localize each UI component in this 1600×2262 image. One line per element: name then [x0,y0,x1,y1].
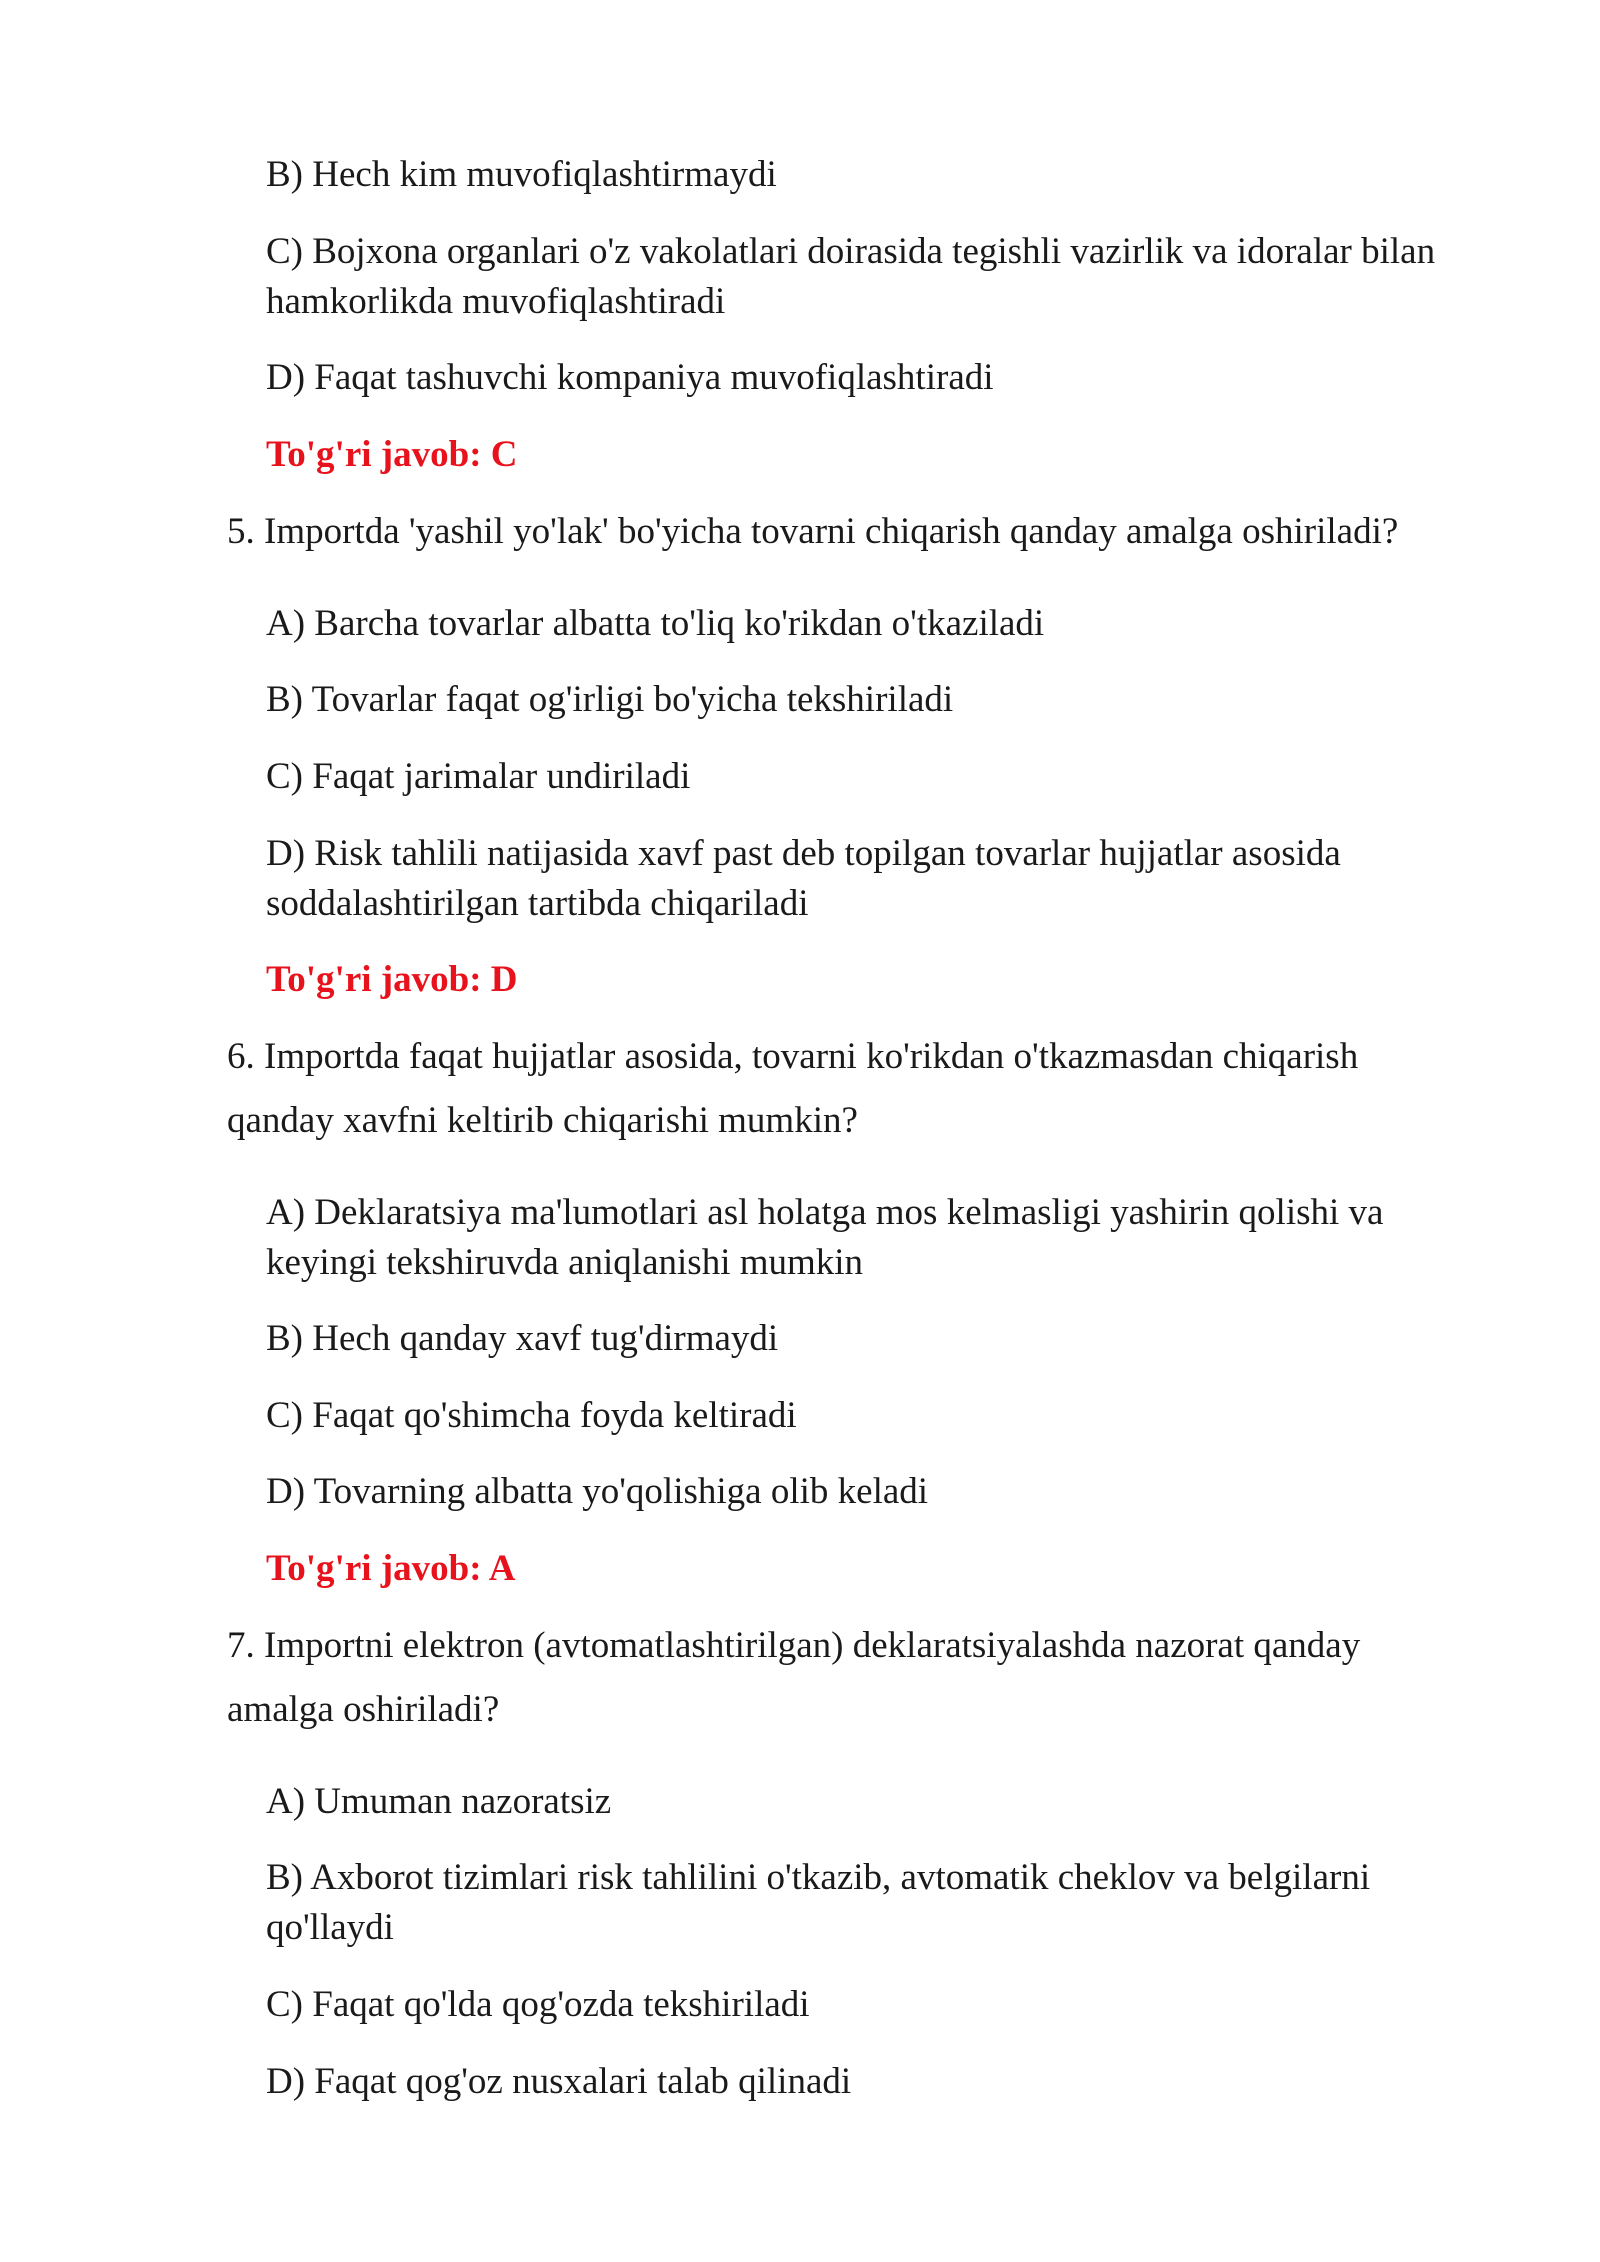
q5-option-c: C) Faqat jarimalar undiriladi [266,756,691,797]
q6-option-b: B) Hech qanday xavf tug'dirmaydi [266,1318,779,1359]
q4-option-b: B) Hech kim muvofiqlashtirmaydi [266,154,777,195]
q6-question: 6. Importda faqat hujjatlar asosida, tovarni ko'rikdan o'tkazmasdan chiqarish qanday xavfni keltirib chiqarishi mumkin? [227,1036,1359,1141]
q6-option-a: A) Deklaratsiya ma'lumotlari asl holatga mos kelmasligi yashirin qolishi va keyingi tekshiruvda aniqlanishi mumkin [266,1192,1384,1283]
q6-correct-answer: To'g'ri javob: A [266,1548,516,1589]
q5-correct-answer: To'g'ri javob: D [266,959,518,1000]
q7-option-d: D) Faqat qog'oz nusxalari talab qilinadi [266,2061,852,2102]
q5-option-d: D) Risk tahlili natijasida xavf past deb topilgan tovarlar hujjatlar asosida soddalashtirilgan tartibda chiqariladi [266,833,1341,924]
q4-correct-answer: To'g'ri javob: C [266,434,518,475]
q7-question: 7. Importni elektron (avtomatlashtirilgan) deklaratsiyalashda nazorat qanday amalga oshiriladi? [227,1625,1361,1730]
q7-option-c: C) Faqat qo'lda qog'ozda tekshiriladi [266,1984,810,2025]
q5-option-a: A) Barcha tovarlar albatta to'liq ko'rikdan o'tkaziladi [266,603,1045,644]
q7-option-b: B) Axborot tizimlari risk tahlilini o'tkazib, avtomatik cheklov va belgilarni qo'llaydi [266,1857,1371,1948]
q6-option-d: D) Tovarning albatta yo'qolishiga olib keladi [266,1471,929,1512]
q5-question: 5. Importda 'yashil yo'lak' bo'yicha tovarni chiqarish qanday amalga oshiriladi? [227,511,1399,552]
q5-option-b: B) Tovarlar faqat og'irligi bo'yicha tekshiriladi [266,679,954,720]
q6-option-c: C) Faqat qo'shimcha foyda keltiradi [266,1395,797,1436]
q4-option-c: C) Bojxona organlari o'z vakolatlari doirasida tegishli vazirlik va idoralar bilan hamkorlikda muvofiqlashtiradi [266,231,1436,322]
q7-option-a: A) Umuman nazoratsiz [266,1781,612,1822]
q4-option-d: D) Faqat tashuvchi kompaniya muvofiqlashtiradi [266,357,994,398]
